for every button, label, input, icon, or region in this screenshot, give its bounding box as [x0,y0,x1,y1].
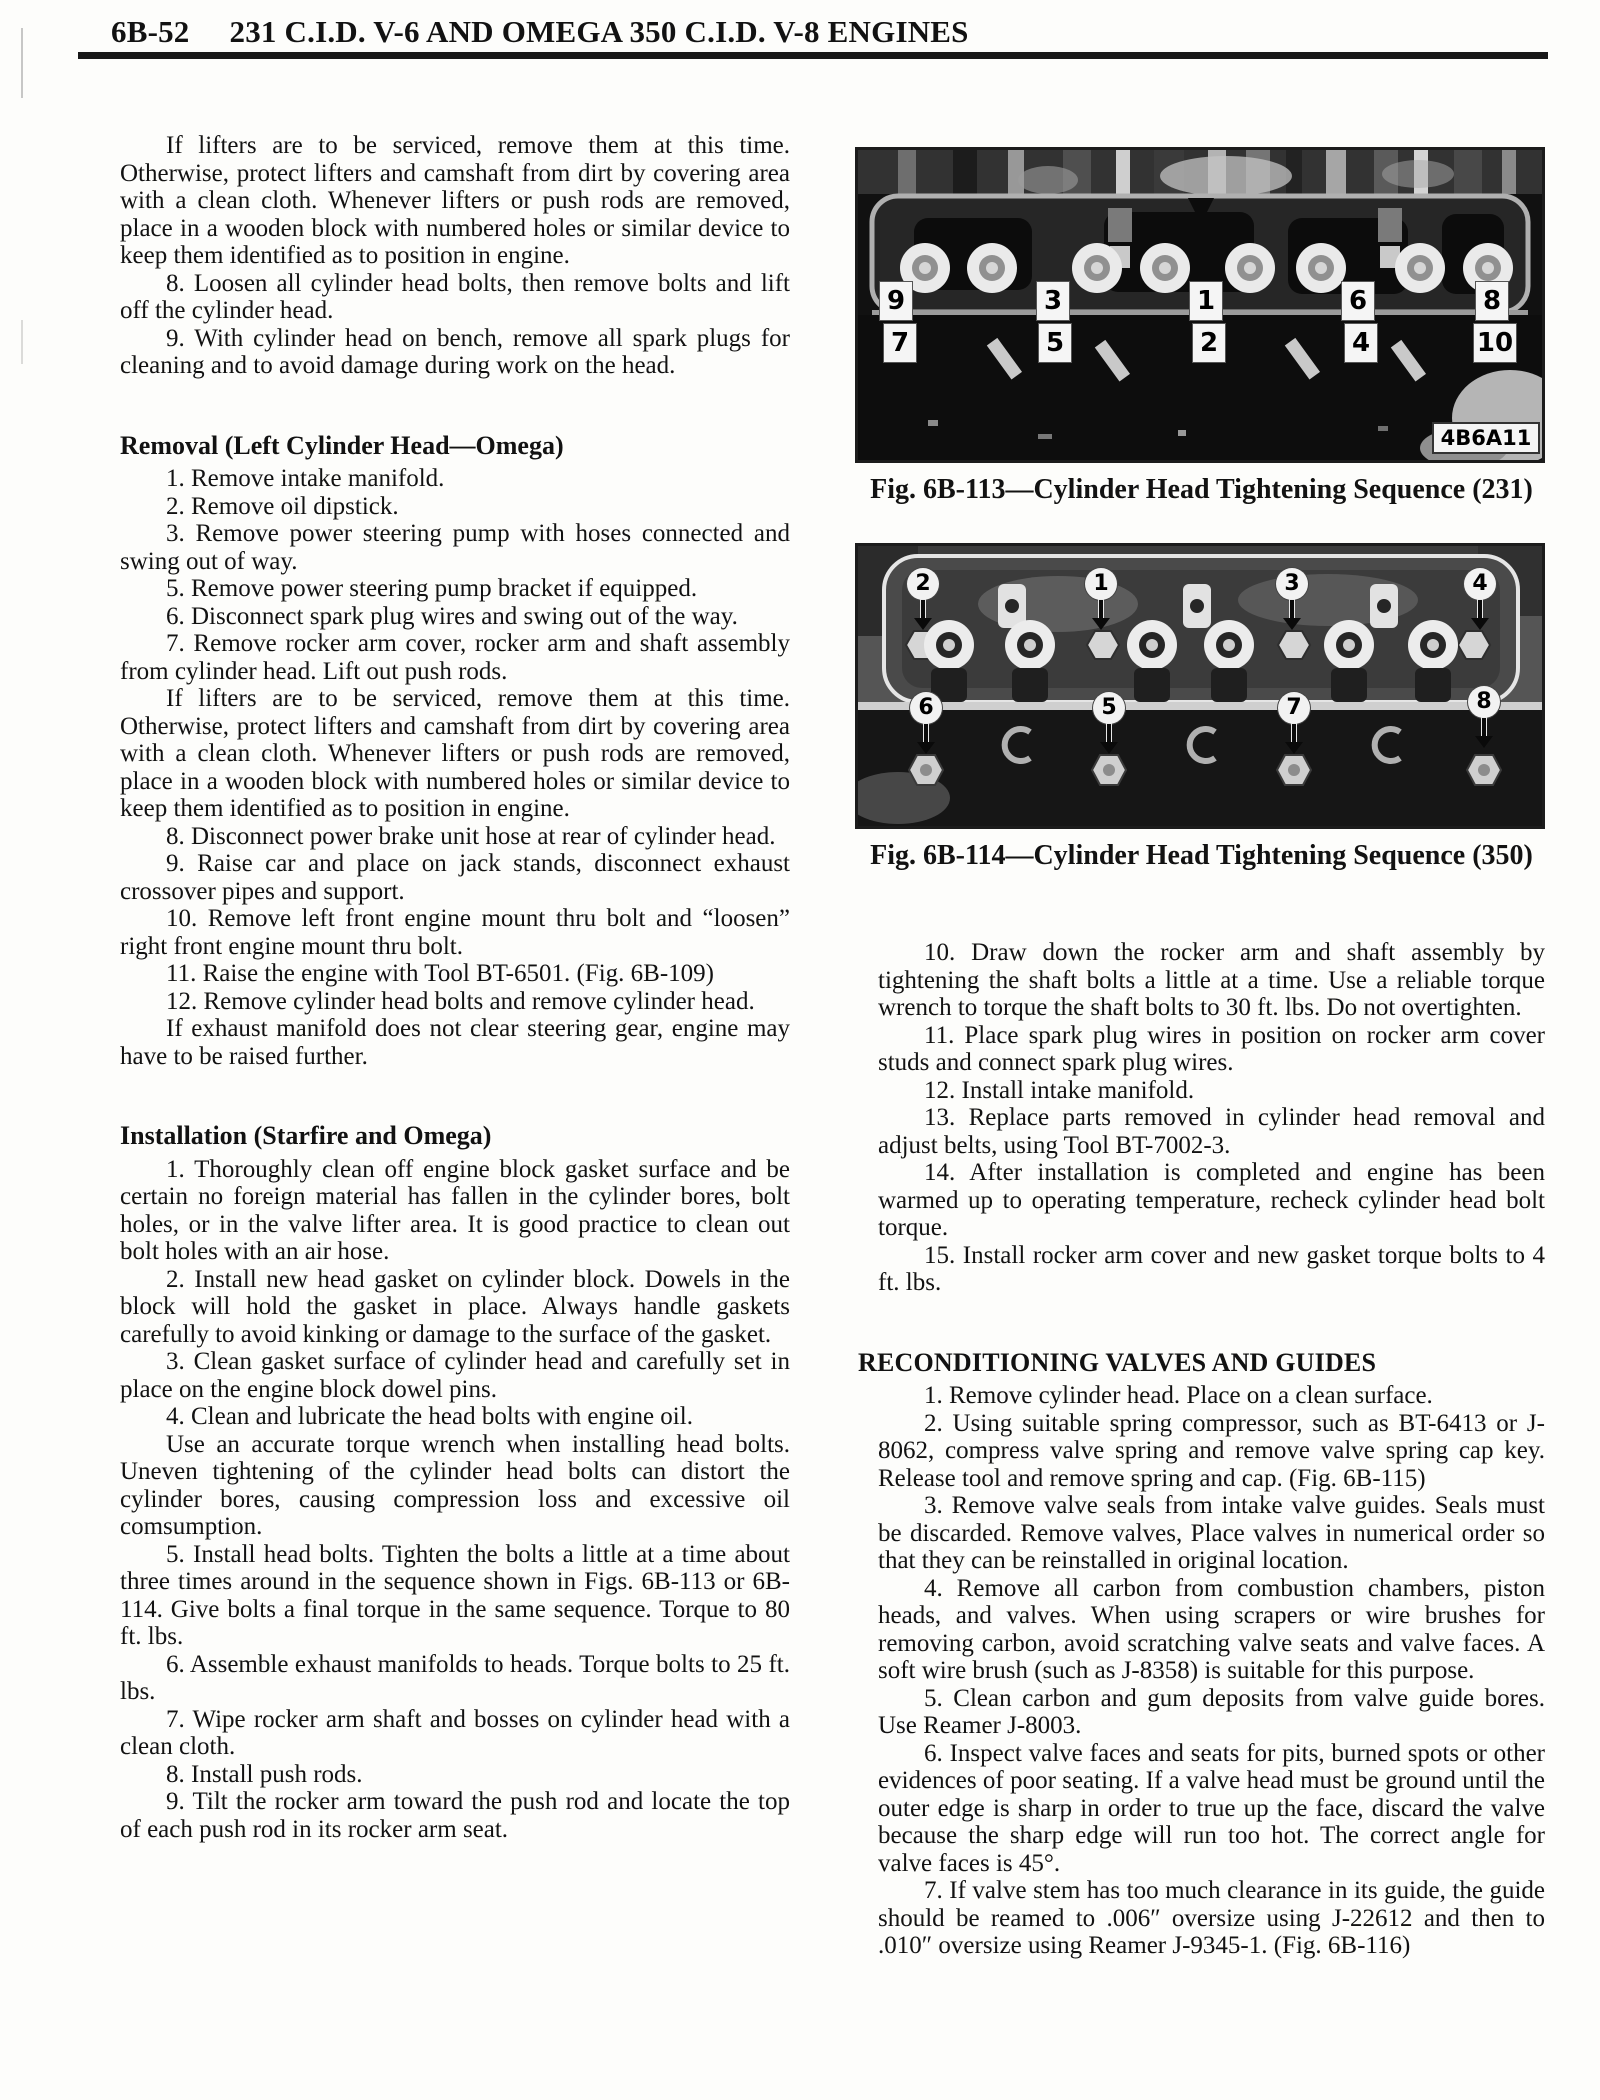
text-paragraph: 5. Clean carbon and gum deposits from valve guide bores. Use Reamer J-8003. [878,1684,1545,1739]
text-paragraph: 5. Remove power steering pump bracket if equipped. [166,575,698,602]
scan-edge-artifact [21,320,23,364]
arrow-stem [1478,600,1482,618]
text-paragraph: If lifters are to be serviced, remove them at this time. Otherwise, protect lifters and camshaft from dirt by covering area with a clean cloth. Whenever lifters or push rods are removed, place in a wooden block with numbered holes or similar device to keep them identified as to position in engine. [120,685,790,822]
text-paragraph: 4. Remove all carbon from combustion chambers, piston heads, and valves. When using scrapers or wire brushes for removing carbon, avoid scratching valve seats and valve faces. A soft wire brush (such as J-8358) is suitable for this purpose. [878,1574,1545,1684]
bolt-sequence-label: 9 [880,282,912,320]
text-paragraph: 7. Remove rocker arm cover, rocker arm and shaft assembly from cylinder head. Lift out push rods. [120,630,790,685]
arrow-head [1471,618,1489,630]
figure-caption: Fig. 6B-114—Cylinder Head Tightening Sequence (350) [870,839,1533,871]
text-paragraph: 6. Disconnect spark plug wires and swing out of the way. [166,602,738,630]
arrow-head [1285,742,1303,754]
bolt-sequence-label: 3 [1037,282,1069,320]
sequence-number: 7 [1278,692,1310,724]
sequence-marker [907,568,939,630]
figure-6b-113 [858,150,1545,504]
text-paragraph: 3. Clean gasket surface of cylinder head and carefully set in place on the engine block dowel pins. [120,1348,790,1403]
cylinder-head-photo-231 [858,150,1542,460]
arrow-stem [1482,718,1486,736]
bolt-sequence-label: 4 [1345,324,1377,362]
text-paragraph: 9. Raise car and place on jack stands, disconnect exhaust crossover pipes and support. [120,850,790,905]
text-paragraph: 9. With cylinder head on bench, remove all spark plugs for cleaning and to avoid damage during work on the head. [120,324,790,379]
arrow-head [914,618,932,630]
text-paragraph: 1. Remove cylinder head. Place on a clean surface. [924,1382,1433,1409]
arrow-stem [1107,724,1111,742]
bolt-sequence-label: 6 [1342,282,1374,320]
sequence-number: 6 [910,692,942,724]
arrow-stem [921,600,925,618]
text-paragraph: 8. Install push rods. [166,1760,363,1788]
arrow-stem [924,724,928,742]
right-column [858,150,1545,1960]
text-paragraph: 7. Wipe rocker arm shaft and bosses on cylinder head with a clean cloth. [120,1705,790,1760]
text-paragraph: 10. Remove left front engine mount thru bolt and “loosen” right front engine mount thru bolt. [120,905,790,960]
text-paragraph: 3. Remove power steering pump with hoses connected and swing out of way. [120,520,790,575]
sequence-marker [1276,568,1308,630]
arrow-stem [1292,724,1296,742]
text-paragraph: 6. Inspect valve faces and seats for pits, burned spots or other evidences of poor seating. If a valve head must be ground until the outer edge is sharp in order to true up the face, discard the valve because the sharp edge will run too hot. The correct angle for valve faces is 45°. [878,1739,1545,1877]
page-number: 6B-52 [111,14,190,49]
text-paragraph: 2. Install new head gasket on cylinder block. Dowels in the block will hold the gasket in place. Always handle gaskets carefully to avoid kinking or damage to the surface of the gasket. [120,1265,790,1348]
text-paragraph: 11. Raise the engine with Tool BT-6501. (Fig. 6B-109) [166,960,714,987]
arrow-head [1092,618,1110,630]
text-paragraph: 9. Tilt the rocker arm toward the push rod and locate the top of each push rod in its rocker arm seat. [120,1788,790,1843]
text-paragraph: 13. Replace parts removed in cylinder head removal and adjust belts, using Tool BT-7002-3. [878,1104,1545,1159]
text-paragraph: 15. Install rocker arm cover and new gasket torque bolts to 4 ft. lbs. [878,1241,1545,1296]
text-paragraph: 2. Remove oil dipstick. [166,492,399,520]
cylinder-head-photo-illustration [858,546,1542,826]
text-paragraph: 8. Disconnect power brake unit hose at rear of cylinder head. [166,822,776,850]
text-paragraph: 12. Install intake manifold. [924,1076,1195,1104]
arrow-stem [1099,600,1103,618]
text-paragraph: 12. Remove cylinder head bolts and remove cylinder head. [166,987,755,1015]
text-paragraph: 11. Place spark plug wires in position on rocker arm cover studs and connect spark plug wires. [878,1021,1545,1076]
bolt-sequence-label: 1 [1190,282,1222,320]
sequence-number: 4 [1464,568,1496,600]
section-heading-installation: Installation (Starfire and Omega) [120,1121,492,1150]
text-paragraph: 7. If valve stem has too much clearance in its guide, the guide should be reamed to .006″ oversize using J-22612 and then to .010″ oversize using Reamer J-9345-1. (Fig. 6B-116) [878,1877,1545,1959]
text-paragraph: 3. Remove valve seals from intake valve guides. Seals must be discarded. Remove valves, Place valves in numerical order so that they can be reinstalled in original location. [878,1492,1545,1574]
text-paragraph: 1. Remove intake manifold. [166,465,445,492]
bolt-sequence-label: 2 [1193,324,1225,362]
text-paragraph: 4. Clean and lubricate the head bolts with engine oil. [166,1403,693,1430]
arrow-stem [1290,600,1294,618]
text-paragraph: If lifters are to be serviced, remove them at this time. Otherwise, protect lifters and camshaft from dirt by covering area with a clean cloth. Whenever lifters or push rods are removed, place in a wooden block with numbered holes or similar device to keep them identified as to position in engine. [120,132,790,269]
text-paragraph: If exhaust manifold does not clear steering gear, engine may have to be raised further. [120,1015,790,1070]
text-paragraph: Use an accurate torque wrench when installing head bolts. Uneven tightening of the cylinder head bolts can distort the cylinder bores, causing compression loss and excessive oil comsumption. [120,1430,790,1540]
text-paragraph: 2. Using suitable spring compressor, such as BT-6413 or J-8062, compress valve spring and remove valve spring cap key. Release tool and remove spring and cap. (Fig. 6B-115) [878,1409,1545,1492]
sequence-marker [1468,686,1500,748]
section-heading-reconditioning: RECONDITIONING VALVES AND GUIDES [858,1347,1377,1377]
scan-edge-artifact [21,28,23,98]
text-paragraph: 5. Install head bolts. Tighten the bolts a little at a time about three times around in the sequence shown in Figs. 6B-113 or 6B-114. Give bolts a final torque in the same sequence. Torque to 80 ft. lbs. [120,1540,790,1650]
bolt-sequence-label: 8 [1476,282,1508,320]
bolt-sequence-label: 10 [1474,324,1516,362]
sequence-marker [1464,568,1496,630]
sequence-number: 3 [1276,568,1308,600]
sequence-number: 5 [1093,692,1125,724]
text-paragraph: 14. After installation is completed and engine has been warmed up to operating temperature, recheck cylinder head bolt torque. [878,1159,1545,1241]
page-header [111,14,969,50]
text-paragraph: 6. Assemble exhaust manifolds to heads. Torque bolts to 25 ft. lbs. [120,1650,790,1705]
sequence-number: 8 [1468,686,1500,718]
arrow-head [917,742,935,754]
cylinder-head-photo-350 [858,546,1542,826]
header-rule [78,52,1548,59]
text-paragraph: 1. Thoroughly clean off engine block gasket surface and be certain no foreign material has fallen in the cylinder bores, bolt holes, or in the valve lifter area. It is good practice to clean out bolt holes with an air hose. [120,1155,790,1265]
sequence-marker [1093,692,1125,754]
text-paragraph: 8. Loosen all cylinder head bolts, then remove bolts and lift off the cylinder head. [120,269,790,324]
sequence-marker [910,692,942,754]
arrow-head [1100,742,1118,754]
text-paragraph: 10. Draw down the rocker arm and shaft assembly by tightening the shaft bolts a little at a time. Use a reliable torque wrench to torque the shaft bolts to 30 ft. lbs. Do not overtighten. [878,939,1545,1021]
arrow-head [1475,736,1493,748]
bolt-sequence-label: 7 [884,324,916,362]
arrow-head [1283,618,1301,630]
photo-id-tag: 4B6A11 [1434,424,1538,452]
figure-caption: Fig. 6B-113—Cylinder Head Tightening Sequence (231) [870,474,1533,505]
sequence-number: 2 [907,568,939,600]
bolt-sequence-label: 5 [1039,324,1071,362]
sequence-marker [1278,692,1310,754]
figure-6b-114 [858,546,1545,870]
sequence-number: 1 [1085,568,1117,600]
page-title: 231 C.I.D. V-6 AND OMEGA 350 C.I.D. V-8 ENGINES [229,14,969,49]
sequence-marker [1085,568,1117,630]
left-column [120,132,790,1843]
section-heading-removal: Removal (Left Cylinder Head—Omega) [120,430,564,460]
